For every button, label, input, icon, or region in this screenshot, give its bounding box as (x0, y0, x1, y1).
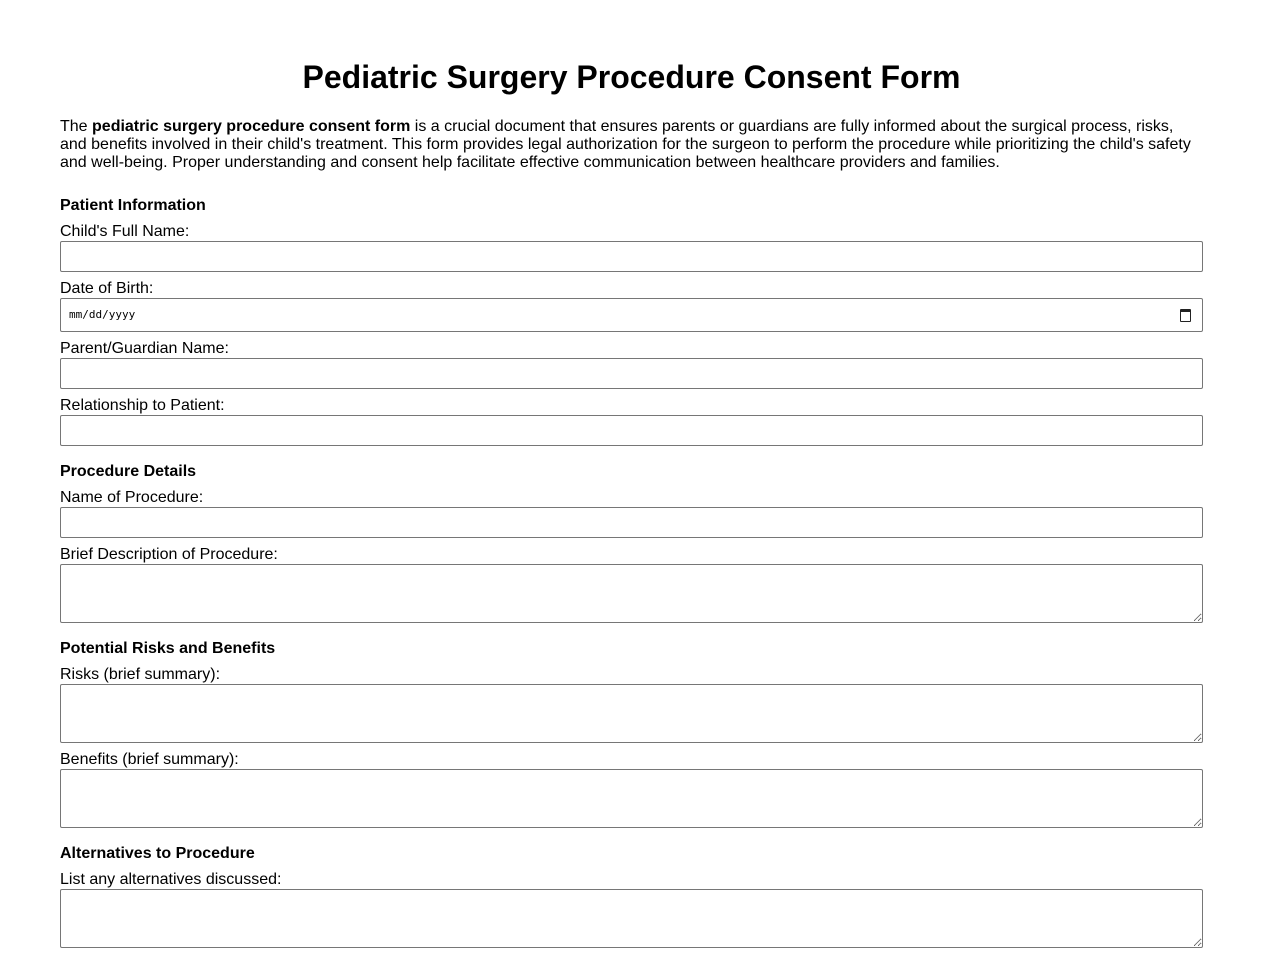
risks-textarea[interactable] (60, 684, 1203, 743)
child-name-label: Child's Full Name: (60, 223, 190, 240)
guardian-name-label: Parent/Guardian Name: (60, 340, 229, 357)
child-name-input[interactable] (60, 241, 1203, 272)
dob-input[interactable] (60, 298, 1203, 332)
section-heading: Procedure Details (60, 463, 197, 480)
calendar-icon[interactable] (1180, 309, 1191, 322)
dob-label: Date of Birth: (60, 280, 154, 297)
benefits-label: Benefits (brief summary): (60, 751, 239, 768)
procedure-details-section (60, 463, 1203, 623)
intro-bold: pediatric surgery procedure consent form (92, 118, 411, 135)
risks-label: Risks (brief summary): (60, 666, 221, 683)
procedure-description-label: Brief Description of Procedure: (60, 546, 278, 563)
procedure-name-input[interactable] (60, 507, 1203, 538)
section-heading: Potential Risks and Benefits (60, 640, 276, 657)
alternatives-section (60, 845, 1203, 948)
guardian-name-input[interactable] (60, 358, 1203, 389)
alternatives-label: List any alternatives discussed: (60, 871, 282, 888)
dob-placeholder: mm/dd/yyyy (69, 308, 136, 321)
risks-benefits-section (60, 640, 1203, 828)
procedure-name-label: Name of Procedure: (60, 489, 204, 506)
section-heading: Alternatives to Procedure (60, 845, 255, 862)
page-title: Pediatric Surgery Procedure Consent Form (302, 59, 961, 95)
intro-suffix: is a crucial document that ensures parents or guardians are fully informed about the surgical process, risks, and benefits involved in their child's treatment. This form provides legal authorization for the surgeon to perform the procedure while prioritizing the child's safety and well-being. Proper understanding and consent help facilitate effective communication between healthcare providers and families. (60, 118, 1191, 171)
procedure-description-textarea[interactable] (60, 564, 1203, 623)
relationship-label: Relationship to Patient: (60, 397, 225, 414)
intro-prefix: The (60, 118, 93, 135)
relationship-input[interactable] (60, 415, 1203, 446)
intro-paragraph (60, 118, 1203, 172)
alternatives-textarea[interactable] (60, 889, 1203, 948)
section-heading: Patient Information (60, 197, 206, 214)
benefits-textarea[interactable] (60, 769, 1203, 828)
patient-information-section (60, 197, 1203, 446)
